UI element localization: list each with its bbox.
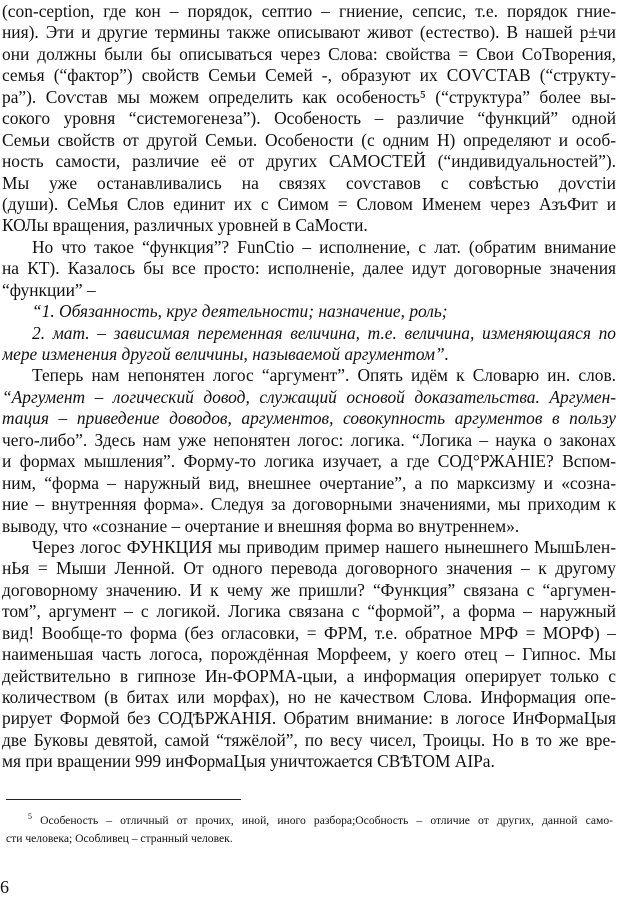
text-line: “Аргумент – логический довод, служащий основой доказательства. Аргумен- [2, 386, 616, 407]
text-line: выводу, что «сознание – очертание и внешняя форма во внутреннем». [2, 515, 520, 536]
text-line: договорному значению. И к чему же пришли? “Функция” связана с “аргумен- [2, 579, 616, 600]
paragraph-start-line: Но что такое “функция”? FunCtio – исполнение, с лат. (обратим внимание [32, 236, 616, 257]
text-line: ние – внутренняя форма». Следуя за договорными значениями, мы приходим к [2, 494, 616, 515]
text-line: тация – приведение доводов, аргументов, совокупность аргументов в пользу [2, 408, 616, 429]
text-line: рирует Формой без СОДѢРЖАНІЯ. Обратим внимание: в логосе ИнФормаЦыя [2, 708, 616, 729]
text-line: Семьи свойств от другой Семьи. Особености (с одним Н) определяют и особ- [2, 129, 616, 150]
text-line: на КТ). Казалось бы все просто: исполненіе, далее идут договорные значения [2, 258, 616, 279]
paragraph-start-line: Через логос ФУНКЦИЯ мы приводим пример нашего нынешнего МышЬлен- [32, 536, 616, 557]
text-line: семья (“фактор”) свойств Семьи Семей -, образуют их СОѴСТАВ (“структу- [2, 65, 616, 86]
quote-line: мере изменения другой величины, называемой аргументом”. [2, 344, 450, 364]
text-line: (души). СеМья Слов единит их с Симом = Словом Именем через АзъФит и [2, 193, 616, 214]
text-line: КОЛы вращения, различных уровней в СаМости. [2, 215, 368, 236]
text-line: “функции” – [2, 279, 96, 300]
text-line: две Буковы девятой, самой “тяжёлой”, по весу чисел, Троицы. Но в то же вре- [2, 729, 616, 750]
text-line: чего-либо”. Здесь нам уже непонятен логос: логика. “Логика – наука о законах [2, 429, 616, 450]
text-line: количеством (в битах или морфах), но не качеством Слова. Информация опе- [2, 687, 616, 707]
quote-line: 2. мат. – зависимая переменная величина, т.е. величина, изменяющаяся по [32, 322, 616, 343]
footnote-divider [6, 799, 241, 800]
text-line: действительно в гипнозе Ин-ФОРМА-цыи, а информация оперирует только с [2, 665, 616, 686]
footnote-marker: 5 [28, 812, 32, 821]
text-line: ния). Эти и другие термины также описывают живот (естество). В нашей р±чи [2, 22, 616, 43]
text-line: они должны были бы описываться через Слова: свойства = Свои СоТворения, [2, 43, 616, 64]
footnote [6, 808, 613, 848]
page-number: 6 [0, 877, 9, 897]
text-line: вид! Вообще-то форма (без огласовки, = ФРМ, т.е. обратное МРФ = МОРФ) – [2, 622, 616, 643]
text-line: том”, аргумент – с логикой. Логика связана с “формой”, а форма – наружный [2, 601, 616, 622]
text-line: и формах мышления”. Форму-то логика изучает, а где СОД°РЖАНІЕ? Вспом- [2, 451, 616, 472]
text-line: мя при вращении 999 инФормаЦыя уничтожается СВѢТОМ АІРа. [2, 751, 495, 772]
text-line: ним, “форма – наружный вид, внешнее очертание”, а по марксизму и «созна- [2, 472, 616, 493]
text-line: ра”). Соѵстав мы можем определить как особеность⁵ (“структура” более вы- [2, 86, 616, 107]
footnote-line: сти человека; Особливец – странный человек. [6, 831, 233, 845]
text-line: наименьшая часть логоса, порождённая Морфеем, у коего отец – Гипнос. Мы [2, 644, 616, 665]
text-line: сокого уровня “системогенеза”). Особеность – различие “функций” одной [2, 108, 616, 129]
quote-line: “1. Обязанность, круг деятельности; назначение, роль; [32, 301, 448, 322]
footnote-line [6, 808, 613, 830]
footnote-text: Особеность – отличный от прочих, иной, иного разбора;Особность – отличие от других, данной само- [40, 813, 613, 827]
text-line: ность самости, различие её от других САМОСТЕЙ (“индивидуальностей”). [2, 151, 616, 172]
paragraph-start-line: Теперь нам непонятен логос “аргумент”. Опять идём к Словарю ин. слов. [32, 365, 616, 386]
main-text [2, 1, 616, 773]
text-line: (con-ception, где кон – порядок, септио – гниение, сепсис, т.е. порядок гние- [2, 1, 616, 21]
text-line: нЬя = Мыши Ленной. От одного перевода договорного значения – к другому [2, 558, 616, 579]
text-line: Мы уже останавливались на связях соѵставов с совѣстью доѵстіи [2, 172, 616, 193]
